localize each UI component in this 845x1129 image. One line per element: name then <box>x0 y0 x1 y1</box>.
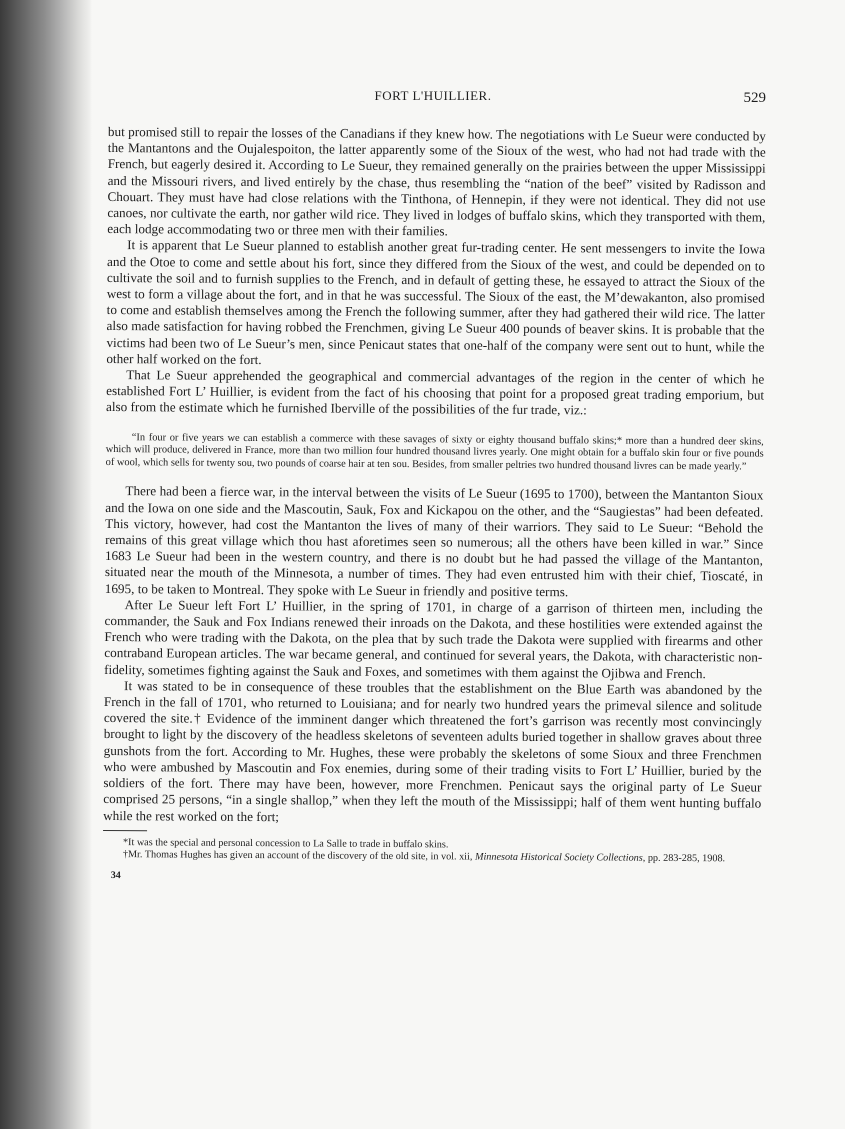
running-head <box>100 86 766 108</box>
paragraph: but promised still to repair the losses of the Canadians if they knew how. The negotiations with Le Sueur were conducted by the Mantantons and the Oujalespoiton, the latter apparently some of the Sioux of the west, who had not had trade with the French, but eagerly desired it. According to Le Sueur, they remained generally on the prairies between the upper Mississippi and the Missouri rivers, and lived entirely by the chase, thus resembling the “nation of the beef” visited by Radisson and Chouart. They must have had close relations with the Tinthona, of Hennepin, if they were not identical. They did not use canoes, nor cultivate the earth, nor gather wild rice. They lived in lodges of buffalo skins, which they transported with them, each lodge accommodating two or three men with their families. <box>107 124 766 239</box>
paragraph: After Le Sueur left Fort L’ Huillier, in the spring of 1701, in charge of a garrison of thirteen men, including the commander, the Sauk and Fox Indians renewed their inroads on the Dakota, and these hostilities were extended against the French who were trading with the Dakota, on the plea that by such trade the Dakota were supplied with firearms and other contraband European articles. The war became general, and continued for several years, the Dakota, with characteristic non-fidelity, sometimes fighting against the Sauk and Foxes, and sometimes with them against the Ojibwa and French. <box>104 596 763 681</box>
paragraph: It is apparent that Le Sueur planned to establish another great fur-trading center. He sent messengers to invite the Iowa and the Otoe to come and settle about his fort, since they differed from the Sioux of the west, and could be depended on to cultivate the soil and to furnish supplies to the French, and in default of getting these, he essayed to attract the Sioux of the west to form a village about the fort, and in that he was successful. The Sioux of the east, the M’dewakanton, also promised to come and establish themselves among the French the following summer, after they had gathered their wild rice. The latter also made satisfaction for having robbed the Frenchmen, giving Le Sueur 400 pounds of beaver skins. It is probable that the victims had been two of Le Sueur’s men, since Penicaut states that one-half of the company were sent out to hunt, while the other half worked on the fort. <box>106 237 766 367</box>
signature-mark: 34 <box>110 869 121 881</box>
running-title: FORT L'HUILLIER. <box>374 88 492 103</box>
footnote-italic-title: Minnesota Historical Society Collections <box>474 851 643 864</box>
paragraph: That Le Sueur apprehended the geographical and commercial advantages of the region in the center of which he established Fort L’ Huillier, is evident from the fact of his choosing that point for a proposed great trading emporium, but also from the estimate which he furnished Iberville of the possibilities of the fur trade, viz.: <box>105 367 765 418</box>
paragraph: It was stated to be in consequence of these troubles that the establishment on the Blue Earth was abandoned by the French in the fall of 1701, who returned to Louisiana; and for nearly two hundred years the primeval silence and solitude covered the site.† Evidence of the imminent danger which threatened the fort’s garrison was recently most convincingly brought to light by the discovery of the headless skeletons of seventeen adults buried together in shallow graves about three gunshots from the fort. According to Mr. Hughes, these were probably the skeletons of some Sioux and three Frenchmen who were ambushed by Mascoutin and Fox enemies, during some of their trading visits to Fort L’ Huillier, buried by the soldiers of the fort. There may have been, however, more Frenchmen. Penicaut says the original party of Le Sueur comprised 25 persons, “in a single shallop,” when they left the mouth of the Mississippi; half of them went hunting buffalo while the rest worked on the fort; <box>103 678 763 824</box>
block-quote: “In four or five years we can establish a commerce with these savages of sixty or eighty thousand buffalo skins;* more than a hundred deer skins, which will produce, delivered in France, more than two million four hundred thousand livres yearly. One might obtain for a buffalo skin four or five pounds of wool, which sells for twenty sou, two pounds of coarse hair at ten sou. Besides, from smaller peltries two hundred thousand livres can be made yearly.” <box>105 431 764 473</box>
page-number: 529 <box>743 90 766 106</box>
footnote: *It was the special and personal concession to La Salle to trade in buffalo skins. <box>122 836 449 851</box>
footnote-text: †Mr. Thomas Hughes has given an account of the discovery of the old site, in vol. xii, <box>122 849 476 863</box>
footnote-text: , pp. 283-285, 1908. <box>642 852 726 865</box>
paragraph: There had been a fierce war, in the interval between the visits of Le Sueur (1695 to 1700), between the Mantanton Sioux and the Iowa on one side and the Mascoutin, Sauk, Fox and Kickapou on the other, and the “Saugiestas” had been defeated. This victory, however, had cost the Mantanton the lives of many of their warriors. They said to Le Sueur: “Behold the remains of this great village which thou hast aforetimes seen so numerous; all the others have been killed in war.” Since 1683 Le Sueur had been in the western country, and there is no doubt but he had passed the village of the Mantanton, situated near the mouth of the Minnesota, a number of times. They had even entrusted him with their chief, Tioscaté, in 1695, to be taken to Montreal. They spoke with Le Sueur in friendly and positive terms. <box>104 483 764 599</box>
binding-shadow <box>0 0 92 1129</box>
main-text <box>103 124 766 885</box>
footnote-divider <box>103 830 147 831</box>
